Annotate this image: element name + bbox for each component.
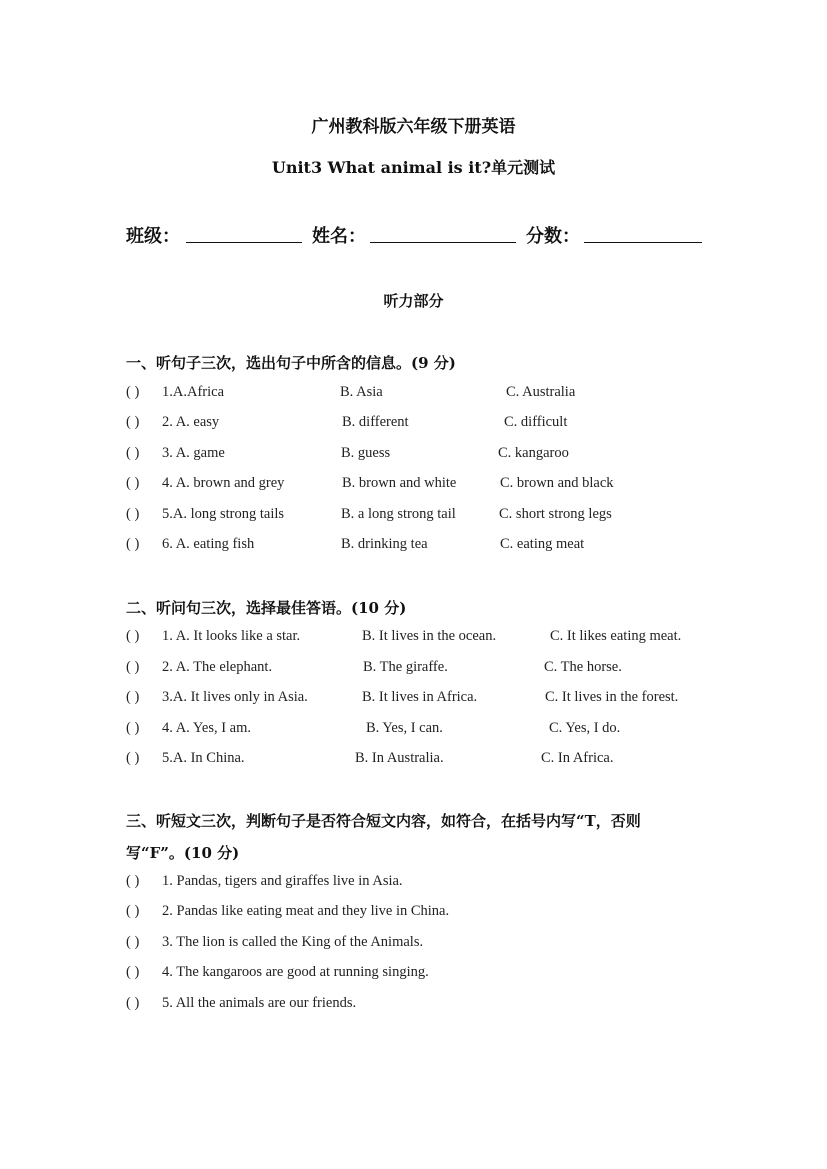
answer-blank[interactable]: ( ) [126,934,140,950]
option-c: C. In Africa. [541,750,614,766]
statement-text: 3. The lion is called the King of the Animals. [162,934,424,950]
option-c: C. difficult [504,414,568,430]
option-c: C. The horse. [544,659,622,675]
question-row [126,689,726,711]
score-label: 分数： [526,226,580,247]
option-b: B. It lives in the ocean. [362,628,497,644]
student-info-row [126,222,726,248]
page-title: 广州教科版六年级下册英语 [311,117,516,137]
option-c: C. It lives in the forest. [545,689,679,705]
question-row [126,506,726,528]
answer-blank[interactable]: ( ) [126,445,140,461]
option-c: C. short strong legs [499,506,612,522]
answer-blank[interactable]: ( ) [126,659,140,675]
answer-blank[interactable]: ( ) [126,536,140,552]
answer-blank[interactable]: ( ) [126,720,140,736]
page-subtitle: Unit3 What animal is it?单元测试 [271,158,556,177]
section3-heading-line1: 三、听短文三次，判断句子是否符合短文内容，如符合，在括号内写“T，否则 [126,812,641,830]
option-c: C. Australia [506,384,576,400]
statement-text: 5. All the animals are our friends. [162,995,357,1011]
statement-text: 1. Pandas, tigers and giraffes live in Asia. [162,873,403,889]
option-a: 4. A. Yes, I am. [162,720,252,736]
answer-blank[interactable]: ( ) [126,475,140,491]
answer-blank[interactable]: ( ) [126,903,140,919]
option-b: B. The giraffe. [363,659,448,675]
question-row [126,964,726,986]
question-row [126,536,726,558]
option-b: B. Asia [340,384,383,400]
question-row [126,628,726,650]
question-row [126,659,726,681]
name-field[interactable] [370,222,516,243]
option-a: 6. A. eating fish [162,536,255,552]
option-a: 3.A. It lives only in Asia. [162,689,308,705]
option-a: 4. A. brown and grey [162,475,285,491]
option-a: 5.A. long strong tails [162,506,285,522]
option-c: C. eating meat [500,536,585,552]
statement-text: 2. Pandas like eating meat and they live in China. [162,903,450,919]
question-row [126,995,726,1017]
listening-part-title: 听力部分 [383,292,444,310]
option-b: B. brown and white [342,475,457,491]
section2-heading: 二、听问句三次，选择最佳答语。(10 分) [126,599,407,617]
answer-blank[interactable]: ( ) [126,995,140,1011]
statement-text: 4. The kangaroos are good at running singing. [162,964,429,980]
question-row [126,903,726,925]
option-b: B. Yes, I can. [366,720,443,736]
question-row [126,934,726,956]
option-a: 3. A. game [162,445,225,461]
answer-blank[interactable]: ( ) [126,628,140,644]
class-label: 班级： [126,226,180,247]
score-field[interactable] [584,222,702,243]
option-a: 1.A.Africa [162,384,225,400]
question-row [126,475,726,497]
question-row [126,414,726,436]
answer-blank[interactable]: ( ) [126,964,140,980]
option-c: C. Yes, I do. [549,720,621,736]
option-a: 1. A. It looks like a star. [162,628,301,644]
section3-heading-line2: 写“F”。(10 分) [126,844,240,862]
option-a: 2. A. The elephant. [162,659,273,675]
answer-blank[interactable]: ( ) [126,873,140,889]
question-row [126,720,726,742]
option-c: C. brown and black [500,475,614,491]
question-row [126,445,726,467]
option-b: B. guess [341,445,391,461]
option-b: B. It lives in Africa. [362,689,478,705]
question-row [126,750,726,772]
question-row [126,384,726,406]
answer-blank[interactable]: ( ) [126,750,140,766]
option-c: C. kangaroo [498,445,569,461]
name-label: 姓名： [312,226,366,247]
option-b: B. different [342,414,409,430]
option-a: 2. A. easy [162,414,220,430]
answer-blank[interactable]: ( ) [126,384,140,400]
option-a: 5.A. In China. [162,750,245,766]
class-field[interactable] [186,222,302,243]
answer-blank[interactable]: ( ) [126,414,140,430]
section1-heading: 一、听句子三次，选出句子中所含的信息。(9 分) [126,354,456,372]
question-row [126,873,726,895]
option-b: B. In Australia. [355,750,444,766]
option-c: C. It likes eating meat. [550,628,682,644]
answer-blank[interactable]: ( ) [126,506,140,522]
option-b: B. drinking tea [341,536,428,552]
option-b: B. a long strong tail [341,506,456,522]
answer-blank[interactable]: ( ) [126,689,140,705]
